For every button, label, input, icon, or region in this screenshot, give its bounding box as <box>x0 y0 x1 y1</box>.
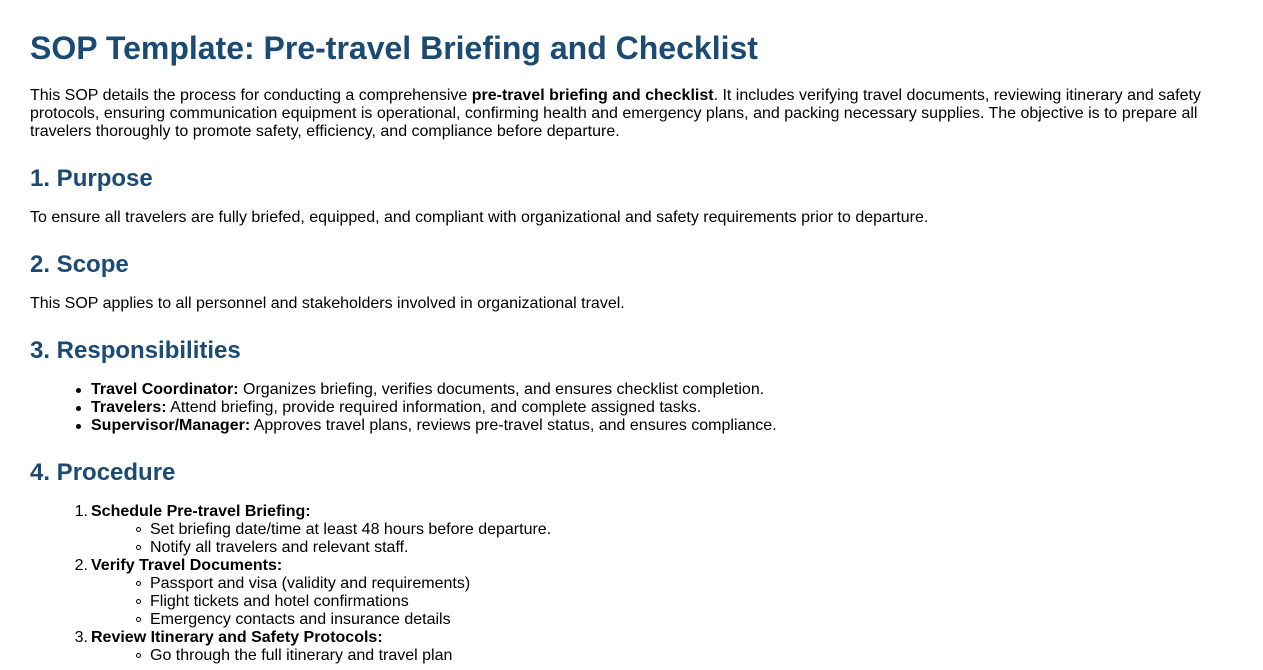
responsibilities-heading: 3. Responsibilities <box>30 337 241 364</box>
list-item <box>91 381 1233 399</box>
step-number: 3. <box>74 629 88 646</box>
procedure-step <box>74 557 1233 629</box>
scope-heading: 2. Scope <box>30 251 129 278</box>
role-description: Organizes briefing, verifies documents, and ensures checklist completion. <box>238 381 765 398</box>
list-item: Passport and visa (validity and requirements) <box>150 575 1233 593</box>
intro-paragraph <box>30 67 1210 141</box>
procedure-heading: 4. Procedure <box>30 459 176 486</box>
scope-text: This SOP applies to all personnel and stakeholders involved in organizational travel. <box>30 295 625 312</box>
procedure-list <box>30 487 1233 665</box>
step-subitems <box>91 521 1233 557</box>
intro-text-after: . It includes verifying travel documents, reviewing itinerary and safety protocols, ensuring communication equipment is operational, confirming health and emergency plans, and packing necessary supplies. The objective is to prepare all travelers thoroughly to promote safety, efficiency, and compliance before departure. <box>30 87 1201 140</box>
list-item: Flight tickets and hotel confirmations <box>150 593 1233 611</box>
role-label: Travel Coordinator: <box>91 381 239 398</box>
responsibilities-list <box>30 365 1233 435</box>
list-item <box>91 399 1233 417</box>
purpose-text: To ensure all travelers are fully briefed, equipped, and compliant with organizational and safety requirements prior to departure. <box>30 209 929 226</box>
procedure-step <box>74 503 1233 557</box>
step-title: Schedule Pre-travel Briefing: <box>91 503 311 520</box>
role-description: Attend briefing, provide required information, and complete assigned tasks. <box>166 399 702 416</box>
step-subitems <box>91 575 1233 629</box>
step-number: 1. <box>74 503 88 520</box>
step-number: 2. <box>74 557 88 574</box>
list-item <box>91 417 1233 435</box>
purpose-heading: 1. Purpose <box>30 165 153 192</box>
intro-text-before: This SOP details the process for conducting a comprehensive <box>30 87 472 104</box>
procedure-step <box>74 629 1233 665</box>
step-title: Verify Travel Documents: <box>91 557 283 574</box>
step-title: Review Itinerary and Safety Protocols: <box>91 629 383 646</box>
role-description: Approves travel plans, reviews pre-travel status, and ensures compliance. <box>250 417 777 434</box>
list-item: Set briefing date/time at least 48 hours before departure. <box>150 521 1233 539</box>
list-item: Notify all travelers and relevant staff. <box>150 539 1233 557</box>
intro-text-bold: pre-travel briefing and checklist <box>471 87 714 104</box>
list-item: Emergency contacts and insurance details <box>150 611 1233 629</box>
role-label: Supervisor/Manager: <box>91 417 251 434</box>
role-label: Travelers: <box>91 399 167 416</box>
page-title: SOP Template: Pre-travel Briefing and Checklist <box>30 30 758 66</box>
step-subitems <box>91 647 1233 665</box>
list-item: Go through the full itinerary and travel plan <box>150 647 1233 665</box>
